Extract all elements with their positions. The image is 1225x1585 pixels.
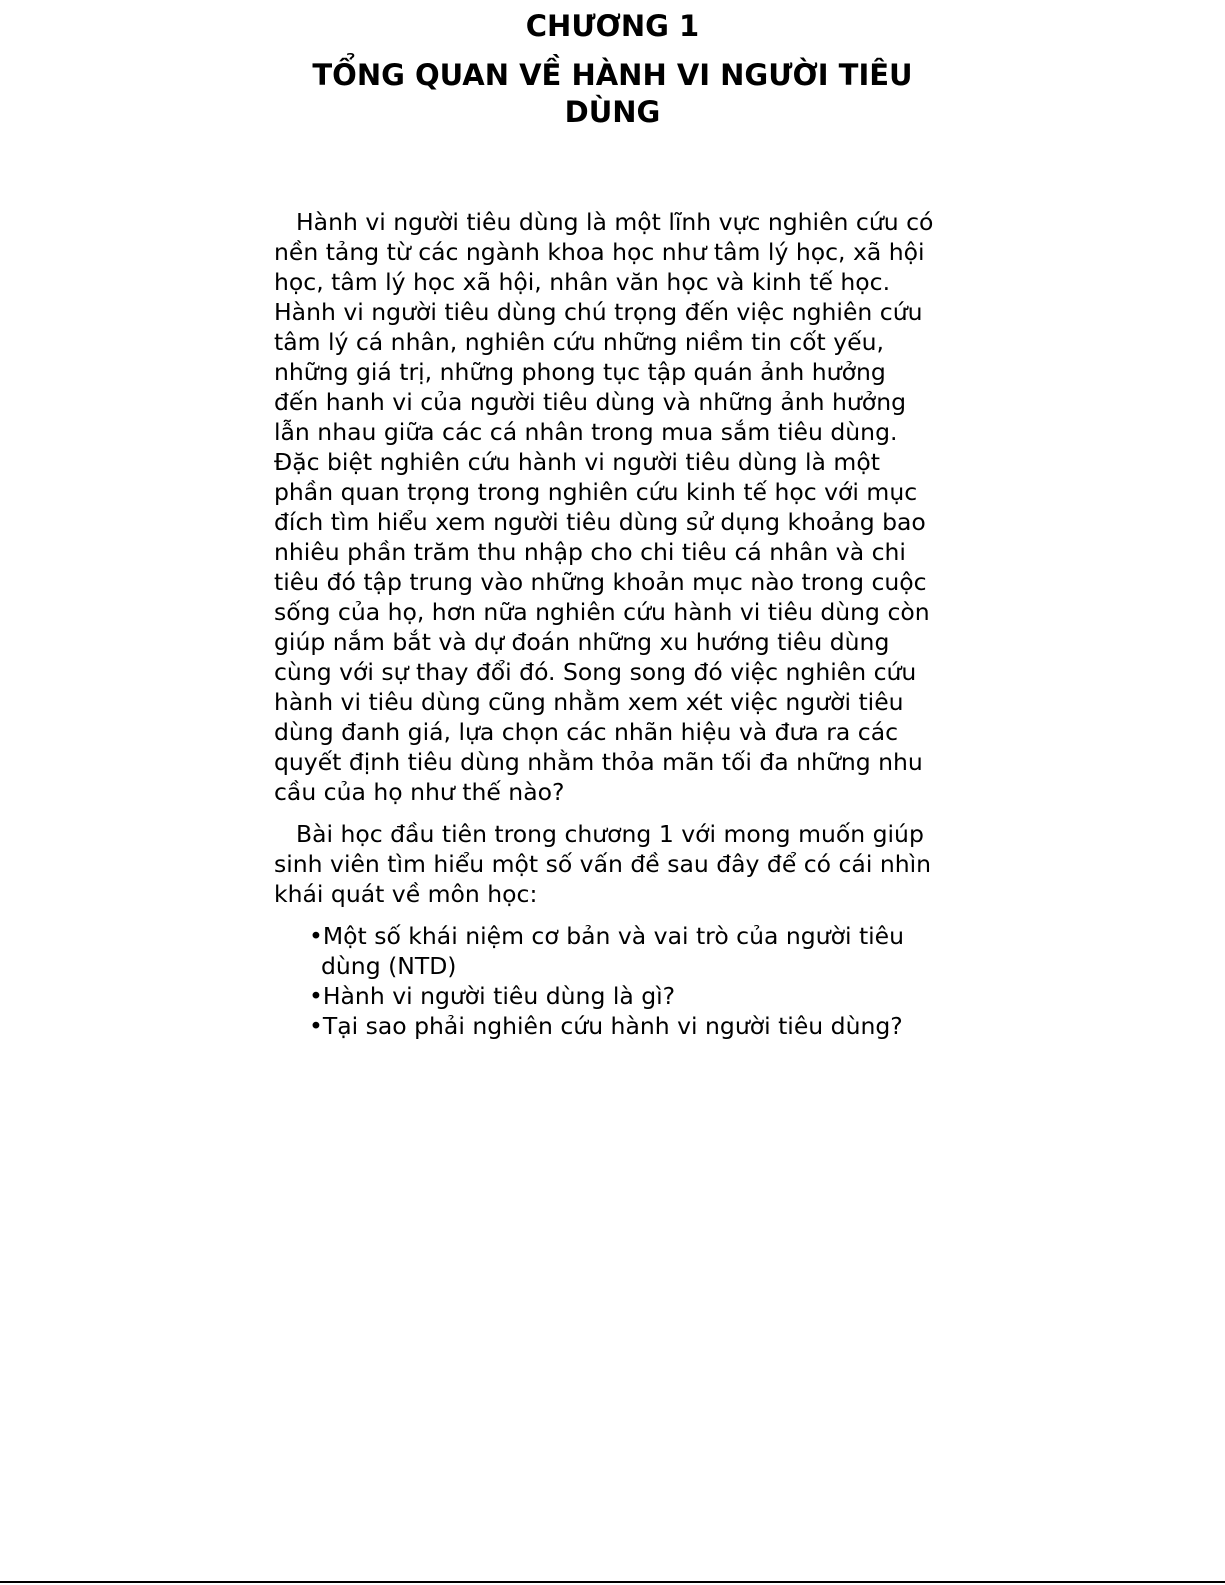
chapter-number: CHƯƠNG 1 — [525, 9, 700, 43]
list-item: •Hành vi người tiêu dùng là gì? — [309, 982, 676, 1010]
intro-paragraph: Hành vi người tiêu dùng là một lĩnh vực nghiên cứu có nền tảng từ các ngành khoa học như tâm lý học, xã hội học, tâm lý học xã hội, nhân văn học và kinh tế học. Hành vi người tiêu dùng chú trọng đến việc nghiên cứu tâm lý cá nhân, nghiên cứu những niềm tin cốt yếu, những giá trị, những phong tục tập quán ảnh hưởng đến hanh vi của người tiêu dùng và những ảnh hưởng lẫn nhau giữa các cá nhân trong mua sắm tiêu dùng. Đặc biệt nghiên cứu hành vi người tiêu dùng là một phần quan trọng trong nghiên cứu kinh tế học với mục đích tìm hiểu xem người tiêu dùng sử dụng khoảng bao nhiêu phần trăm thu nhập cho chi tiêu cá nhân và chi tiêu đó tập trung vào những khoản mục nào trong cuộc sống của họ, hơn nữa nghiên cứu hành vi tiêu dùng còn giúp nắm bắt và dự đoán những xu hướng tiêu dùng cùng với sự thay đổi đó. Song song đó việc nghiên cứu hành vi tiêu dùng cũng nhằm xem xét việc người tiêu dùng đanh giá, lựa chọn các nhãn hiệu và đưa ra các quyết định tiêu dùng nhằm thỏa mãn tối đa những nhu cầu của họ như thế nào? — [274, 208, 934, 806]
chapter-body — [274, 207, 964, 1041]
list-item: •Một số khái niệm cơ bản và vai trò của người tiêu dùng (NTD) — [309, 922, 905, 980]
chapter-title: TỔNG QUAN VỀ HÀNH VI NGƯỜI TIÊU DÙNG — [312, 58, 913, 129]
list-item: •Tại sao phải nghiên cứu hành vi người tiêu dùng? — [309, 1012, 903, 1040]
topic-list — [274, 921, 964, 1041]
lesson-goal-paragraph: Bài học đầu tiên trong chương 1 với mong muốn giúp sinh viên tìm hiểu một số vấn đề sau đây để có cái nhìn khái quát về môn học: — [274, 820, 932, 908]
page-bottom-divider — [0, 1581, 1225, 1583]
